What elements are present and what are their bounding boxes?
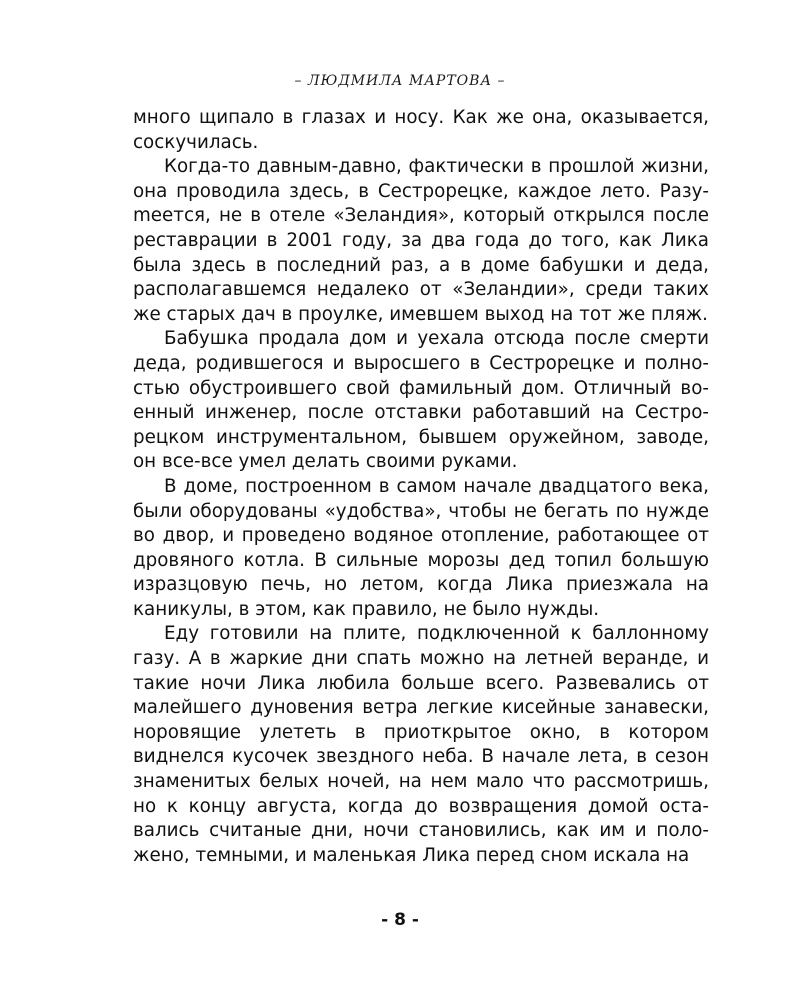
paragraph-1: много щипало в глазах и носу. Как же она, оказывается, соскучилась. (133, 107, 709, 153)
paragraph-4: В доме, построенном в самом начале двадцатого века, были оборудованы «удобства», чтобы не бегать по нужде во двор, и проведено водяное отопление, работающее от дровяного котла. В сильные морозы дед топил большую изразцовую печь, но летом, когда Лика приезжала на каникулы, в этом, как правило, не было нужды. (133, 475, 709, 620)
running-header: – ЛЮДМИЛА МАРТОВА – (294, 73, 506, 89)
page-number: - 8 - (381, 910, 419, 930)
body-text (133, 106, 709, 868)
paragraph-5: Еду готовили на плите, подключенной к баллонному газу. А в жаркие дни спать можно на летней веранде, и такие ночи Лика любила больше всего. Развевались от малейшего дуновения ветра легкие кисейные занавески, норовящие улететь в приоткрытое окно, в котором виднелся кусочек звездного неба. В начале лета, в сезон знаменитых белых ночей, на нем мало что рассмотришь, но к концу августа, когда до возвращения домой оставались считаные дни, ночи становились, как им и положено, темными, и маленькая Лика перед сном искала на (133, 623, 709, 866)
paragraph-2: Когда-то давным-давно, фактически в прошлой жизни, она проводила здесь, в Сестрорецке, каждое лето. Разуmеется, не в отеле «Зеландия», который открылся после реставрации в 2001 году, за два года до того, как Лика была здесь в последний раз, а в доме бабушки и деда, располагавшемся недалеко от «Зеландии», среди таких же старых дач в проулке, имевшем выход на тот же пляж. (133, 156, 709, 325)
paragraph-3: Бабушка продала дом и уехала отсюда после смерти деда, родившегося и выросшего в Сестрорецке и полностью обустроившего свой фамильный дом. Отличный военный инженер, после отставки работавший на Сестрорецком инструментальном, бывшем оружейном, заводе, он все-все умел делать своими руками. (133, 328, 709, 473)
